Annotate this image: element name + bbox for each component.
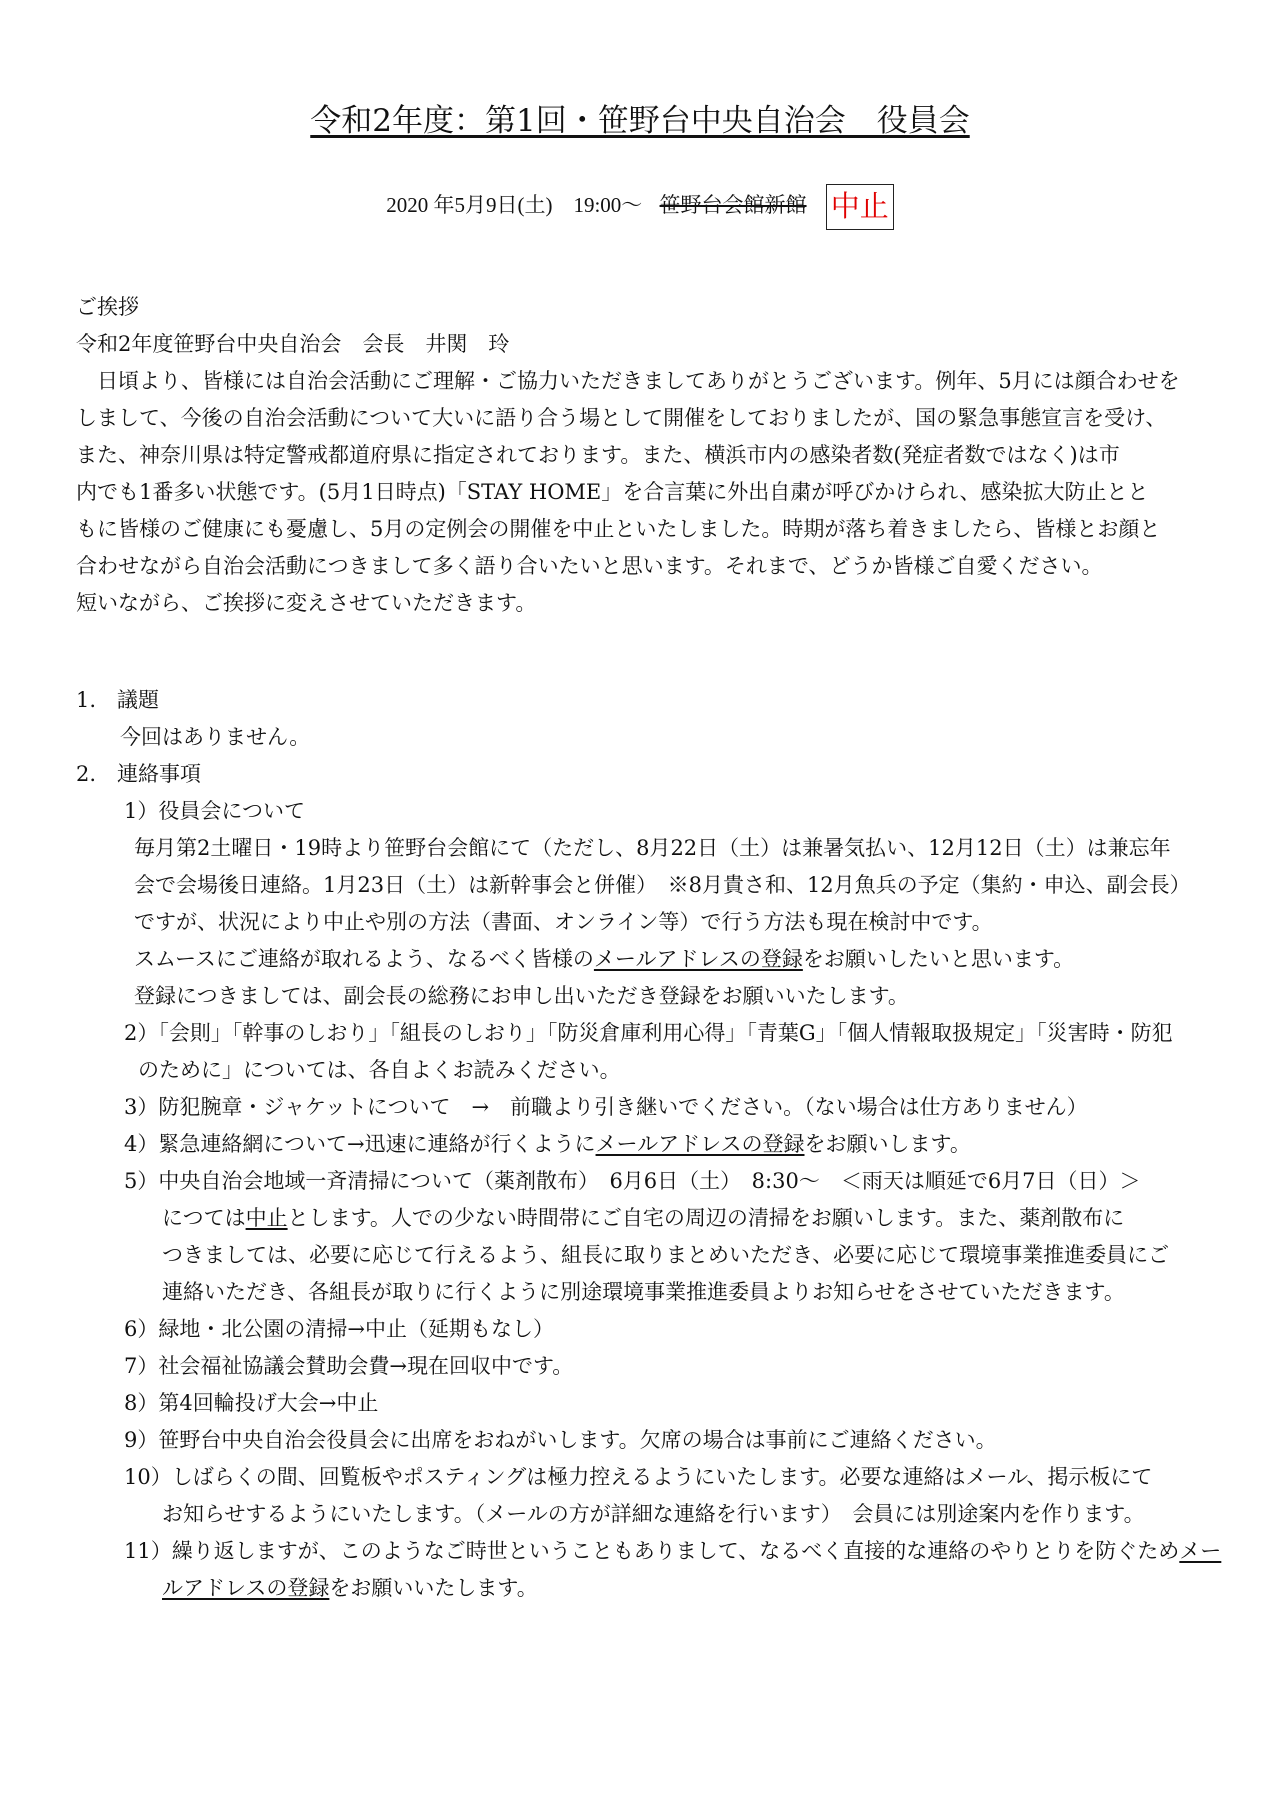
item-11-line [162,1573,538,1603]
item-11-line [124,1536,1221,1566]
email-registration-underlined: ルアドレスの登録 [162,1576,330,1600]
meeting-datetime: 2020 年5月9日(土) 19:00～ [386,193,643,217]
text: をお願いします。 [804,1132,971,1156]
item-2-line: のために」については、各自よくお読みください。 [138,1058,621,1082]
cancel-underlined: 中止 [245,1206,288,1230]
text: をお願いいたします。 [329,1576,538,1600]
text: とします。人での少ない時間帯にご自宅の周辺の清掃をお願いします。また、薬剤散布に [287,1206,1125,1230]
greeting-line: 日頃より、皆様には自治会活動にご理解・ご協力いただきましてありがとうございます。例年、5月には顔合わせを [76,369,1180,393]
item-1-line: 登録につきましては、副会長の総務にお申し出いただき登録をお願いいたします。 [134,984,909,1008]
item-1-line: 毎月第2土曜日・19時より笹野台会館にて（ただし、8月22日（土）は兼暑気払い、12月12日（土）は兼忘年 [134,836,1171,860]
item-6: 6）緑地・北公園の清掃→中止（延期もなし） [124,1317,554,1341]
greeting-line: しまして、今後の自治会活動について大いに語り合う場として開催をしておりましたが、国の緊急事態宣言を受け、 [76,406,1167,430]
text: につては [162,1206,246,1230]
text: 4）緊急連絡網について→迅速に連絡が行くように [124,1132,596,1156]
item-8: 8）第4回輪投げ大会→中止 [124,1391,379,1415]
item-7: 7）社会福祉協議会賛助会費→現在回収中です。 [124,1354,574,1378]
text: スムースにご連絡が取れるよう、なるべく皆様の [134,947,594,971]
meeting-info [0,180,1280,230]
item-10-line: 10）しばらくの間、回覧板やポスティングは極力控えるようにいたします。必要な連絡はメール、掲示板にて [124,1465,1153,1489]
greeting-line: 内でも1番多い状態です。(5月1日時点)「STAY HOME」を合言葉に外出自粛が呼びかけられ、感染拡大防止とと [76,480,1149,504]
greeting-line: 合わせながら自治会活動につきまして多く語り合いたいと思います。それまで、どうか皆様ご自愛ください。 [76,554,1103,578]
email-registration-underlined: メールアドレスの登録 [593,947,803,971]
greeting-line: また、神奈川県は特定警戒都道府県に指定されております。また、横浜市内の感染者数(発症者数ではなく)は市 [76,443,1120,467]
cancel-stamp: 中止 [826,184,894,230]
item-4 [124,1129,971,1159]
item-5-line: 5）中央自治会地域一斉清掃について（薬剤散布） 6月6日（土） 8:30～ ＜雨天は順延で6月7日（日）＞ [124,1169,1141,1193]
item-2-line: 2）「会則」「幹事のしおり」「組長のしおり」「防災倉庫利用心得」「青葉G」「個人情報取扱規定」「災害時・防犯 [124,1021,1173,1045]
item-5-line: 連絡いただき、各組長が取りに行くように別途環境事業推進委員よりお知らせをさせていただきます。 [162,1280,1125,1304]
item-1-line [134,944,1074,974]
section-1-body: 今回はありません。 [120,725,311,749]
greeting-heading: ご挨拶 [76,295,139,319]
section-1-heading: 1. 議題 [76,688,160,712]
greeting-line: もに皆様のご健康にも憂慮し、5月の定例会の開催を中止といたしました。時期が落ち着きましたら、皆様とお顔と [76,517,1161,541]
item-1-line: ですが、状況により中止や別の方法（書面、オンライン等）で行う方法も現在検討中です。 [134,910,993,934]
document-title [0,101,1280,141]
section-2-heading: 2. 連絡事項 [76,762,202,786]
item-5-line: つきましては、必要に応じて行えるよう、組長に取りまとめいただき、必要に応じて環境事業推進委員にご [162,1243,1170,1267]
item-10-line: お知らせするようにいたします。（メールの方が詳細な連絡を行います） 会員には別途案内を作ります。 [162,1502,1145,1526]
item-3: 3）防犯腕章・ジャケットについて → 前職より引き継いでください。（ない場合は仕方ありません） [124,1095,1088,1119]
greeting-author: 令和2年度笹野台中央自治会 会長 井関 玲 [76,332,510,356]
text: 11）繰り返しますが、このようなご時世ということもありまして、なるべく直接的な連絡のやりとりを防ぐため [124,1539,1180,1563]
item-9: 9）笹野台中央自治会役員会に出席をおねがいします。欠席の場合は事前にご連絡ください。 [124,1428,997,1452]
title-text: 令和2年度：第1回・笹野台中央自治会 役員会 [310,103,970,139]
email-registration-underlined: メー [1179,1539,1222,1563]
meeting-venue: 笹野台会館新館 [659,193,807,217]
item-1-heading: 1）役員会について [124,799,305,823]
text: をお願いしたいと思います。 [802,947,1075,971]
email-registration-underlined: メールアドレスの登録 [595,1132,805,1156]
item-5-line [162,1203,1124,1233]
greeting-line: 短いながら、ご挨拶に変えさせていただきます。 [76,591,537,615]
item-1-line: 会で会場後日連絡。1月23日（土）は新幹事会と併催） ※8月貴さ和、12月魚兵の予定（集約・申込、副会長） [134,873,1191,897]
